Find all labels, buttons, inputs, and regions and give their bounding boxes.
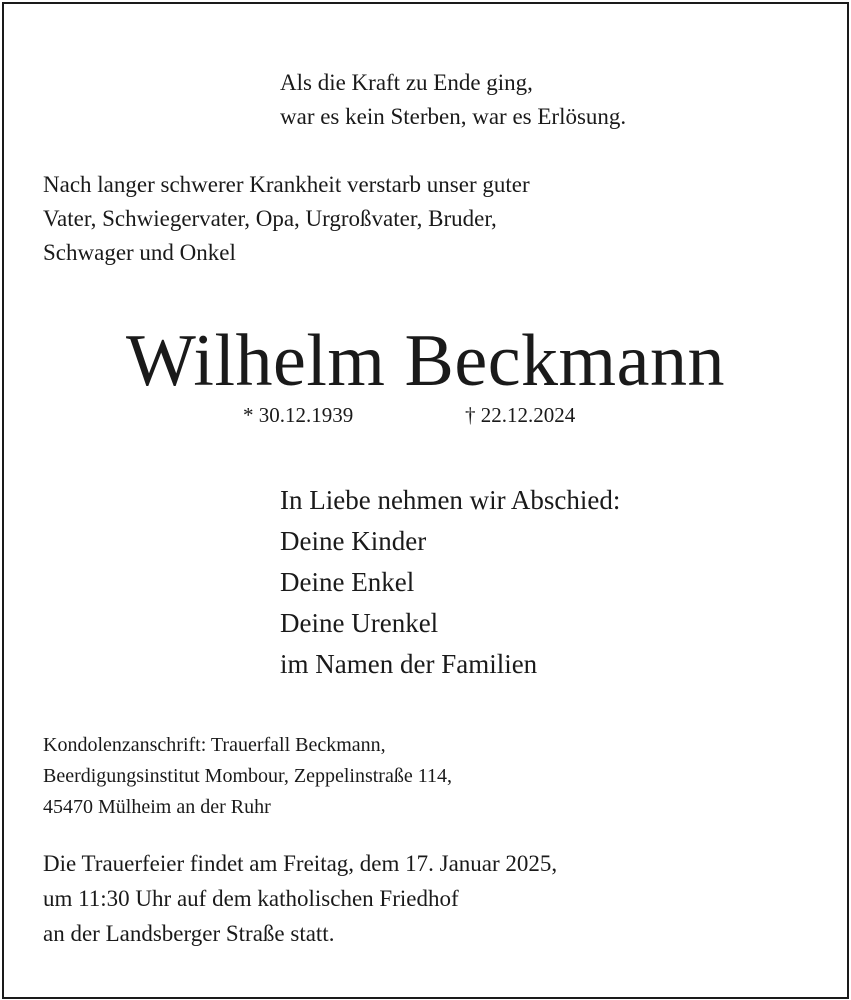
intro-line: Nach langer schwerer Krankheit verstarb unser guter — [43, 172, 530, 197]
address-line: Beerdigungsinstitut Mombour, Zeppelinstraße 114, — [43, 765, 452, 787]
address-line: Kondolenzanschrift: Trauerfall Beckmann, — [43, 734, 386, 756]
quote-verse — [280, 66, 626, 134]
quote-line: war es kein Sterben, war es Erlösung. — [280, 104, 627, 129]
mourners-list — [280, 480, 620, 685]
mourners-line: In Liebe nehmen wir Abschied: — [280, 485, 621, 515]
quote-line: Als die Kraft zu Ende ging, — [280, 70, 533, 95]
funeral-service-info — [43, 846, 557, 951]
address-line: 45470 Mülheim an der Ruhr — [43, 796, 271, 818]
service-line: Die Trauerfeier findet am Freitag, dem 17. Januar 2025, — [43, 851, 558, 876]
mourners-line: Deine Urenkel — [280, 608, 439, 638]
service-line: an der Landsberger Straße statt. — [43, 921, 335, 946]
intro-line: Schwager und Onkel — [43, 240, 236, 265]
death-date: † 22.12.2024 — [465, 403, 576, 427]
condolence-address — [43, 730, 452, 823]
intro-line: Vater, Schwiegervater, Opa, Urgroßvater, Bruder, — [43, 206, 497, 231]
mourners-line: Deine Enkel — [280, 567, 415, 597]
mourners-line: im Namen der Familien — [280, 649, 538, 679]
birth-date: * 30.12.1939 — [243, 403, 354, 427]
intro-text — [43, 168, 530, 270]
mourners-line: Deine Kinder — [280, 526, 427, 556]
service-line: um 11:30 Uhr auf dem katholischen Friedhof — [43, 886, 459, 911]
deceased-name: Wilhelm Beckmann — [126, 320, 725, 402]
